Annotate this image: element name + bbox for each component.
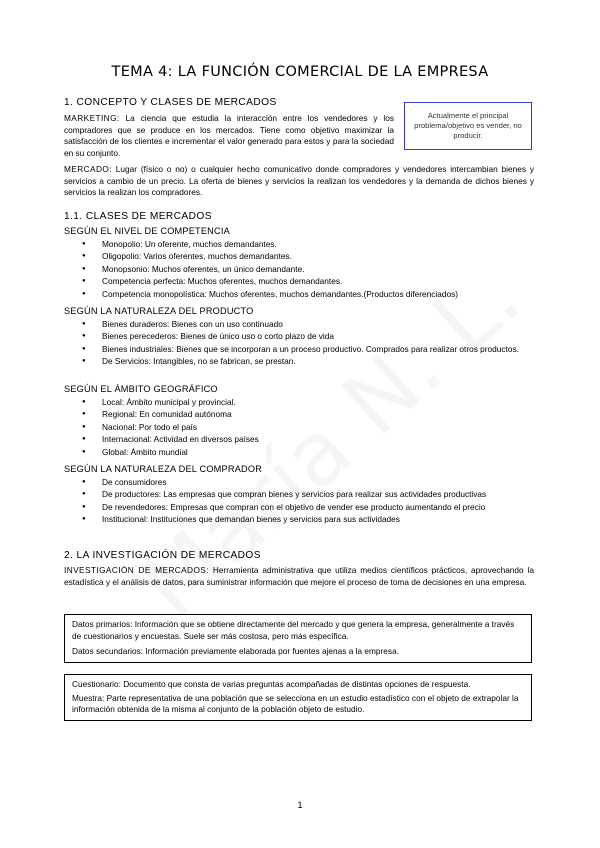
list-item: ● Bienes industriales: Bienes que se incorporan a un proceso productivo. Comprados para realizar otros productos. <box>82 343 532 355</box>
list-item: ● Competencia perfecta: Muchos oferentes, muchos demandantes. <box>82 275 532 287</box>
group-heading-geografico: SEGÚN EL ÁMBITO GEOGRÁFICO <box>64 384 218 394</box>
list-item: ● Local: Ámbito municipal y provincial. <box>82 396 532 408</box>
list-item: ● De productores: Las empresas que compran bienes y servicios para realizar sus actividades productivas <box>82 488 532 500</box>
marketing-label: MARKETING: <box>64 113 120 123</box>
list-geografico <box>82 396 532 458</box>
list-item: ● Bienes duraderos: Bienes con un uso continuado <box>82 318 532 330</box>
list-item: ● Oligopolio: Varios oferentes, muchos demandantes. <box>82 250 532 262</box>
list-item: ● Regional: En comunidad autónoma <box>82 408 532 420</box>
investigacion-definition <box>64 565 534 588</box>
list-item: ● Monopolio: Un oferente, muchos demandantes. <box>82 238 532 250</box>
list-item: ● Nacional: Por todo el país <box>82 421 532 433</box>
section-1-heading: 1. CONCEPTO Y CLASES DE MERCADOS <box>64 97 277 108</box>
list-item: ● Institucional: Instituciones que demandan bienes y servicios para sus actividades <box>82 513 532 525</box>
group-heading-competencia: SEGÚN EL NIVEL DE COMPETENCIA <box>64 226 230 236</box>
datos-box <box>64 614 532 663</box>
muestra-definition: Muestra: Parte representativa de una población que se selecciona en un estudio estadístico con el objeto de extrapolar la información obtenida de la misma al conjunto de la población objeto de estudio. <box>72 692 519 715</box>
marketing-text: La ciencia que estudia la interacción entre los vendedores y los compradores que se produce en los mercados. Tiene como objetivo maximizar la satisfacción de los clientes e incrementar el valor generado para estos y para la sociedad en su conjunto. <box>64 113 394 158</box>
list-comprador <box>82 476 532 526</box>
page-number: 1 <box>297 800 303 810</box>
group-heading-comprador: SEGÚN LA NATURALEZA DEL COMPRADOR <box>64 464 263 474</box>
definitions-box <box>64 674 532 721</box>
list-item: ● Global: Ámbito mundial <box>82 446 532 458</box>
group-heading-producto: SEGÚN LA NATURALEZA DEL PRODUCTO <box>64 306 254 316</box>
list-item: ● Internacional: Actividad en diversos países <box>82 433 532 445</box>
note-text: Actualmente el principal problema/objetivo es vender, no producir. <box>414 111 522 140</box>
list-item: ● Competencia monopolística: Muchos oferentes, muchos demandantes.(Productos diferenciados) <box>82 288 532 300</box>
section-2-heading: 2. LA INVESTIGACIÓN DE MERCADOS <box>64 550 261 561</box>
list-producto <box>82 318 532 368</box>
investigacion-label: INVESTIGACIÓN DE MERCADOS: <box>64 565 209 575</box>
marketing-definition <box>64 113 394 159</box>
datos-secundarios: Datos secundarios: Información previamente elaborada por fuentes ajenas a la empresa. <box>72 646 399 657</box>
list-item: ● Bienes perecederos: Bienes de único uso o corto plazo de vida <box>82 330 532 342</box>
list-item: ● De revendedores: Empresas que compran con el objetivo de vender ese producto aumentando el precio <box>82 501 532 513</box>
list-item: ● Monopsonio: Muchos oferentes, un único demandante. <box>82 263 532 275</box>
list-item: ● De Servicios: Intangibles, no se fabrican, se prestan. <box>82 355 532 367</box>
cuestionario-definition: Cuestionario: Documento que consta de varias preguntas acompañadas de distintas opciones de respuesta. <box>72 679 471 689</box>
mercado-text: Lugar (físico o no) o cualquier hecho comunicativo donde compradores y vendedores intercambian bienes y servicios a cambio de un precio. La oferta de bienes y servicios la realizan los vendedores y la demanda de dichos bienes y servicios la realizan los compradores. <box>64 164 534 198</box>
page-title: TEMA 4: LA FUNCIÓN COMERCIAL DE LA EMPRESA <box>111 64 489 80</box>
list-item: ● De consumidores <box>82 476 532 488</box>
datos-primarios: Datos primarios: Información que se obtiene directamente del mercado y que genera la empresa, generalmente a través de cuestionarios y encuestas. Suele ser más costosa, pero más específica. <box>72 619 515 641</box>
note-box <box>404 102 532 150</box>
mercado-label: MERCADO: <box>64 164 112 174</box>
section-1-1-heading: 1.1. CLASES DE MERCADOS <box>64 211 212 222</box>
investigacion-text: Herramienta administrativa que utiliza medios científicos prácticos, aprovechando la estadística y el análisis de datos, para suministrar información que mejore el proceso de toma de decisiones en una empresa. <box>64 565 534 587</box>
list-competencia <box>82 238 532 300</box>
mercado-definition <box>64 164 534 199</box>
